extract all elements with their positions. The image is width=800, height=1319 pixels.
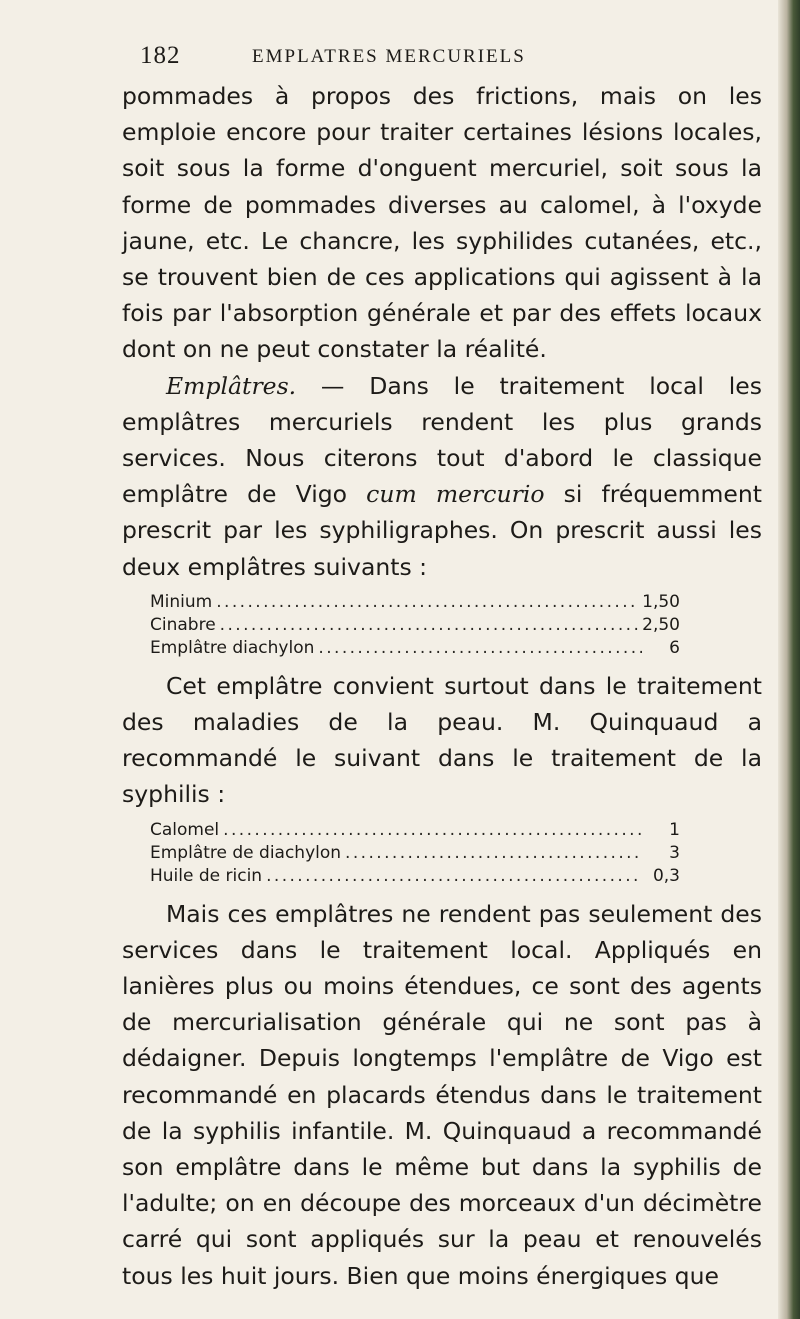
formula-row (150, 842, 680, 865)
ingredient-name: Calomel (150, 819, 220, 840)
formula-row (150, 614, 680, 637)
leader-dots (266, 865, 642, 888)
paragraph-emplatres-text-1: — Dans le traitement local les emplâtres mercuriels rendent les plus grands services. Nous citerons tout d'abord le classique emplâtre de Vigo (122, 371, 762, 509)
leader-dots (223, 819, 642, 842)
leader-dots (216, 591, 638, 614)
paragraph-emplatres (122, 368, 762, 585)
ingredient-name: Cinabre (150, 614, 216, 635)
page-body (122, 78, 762, 1294)
leader-dots (220, 614, 638, 637)
paragraph-quinquaud: Cet emplâtre convient surtout dans le traitement des maladies de la peau. M. Quinquaud a recommandé le suivant dans le traitement de la syphilis : (122, 671, 762, 809)
formula-first-plaster (150, 585, 680, 668)
page-number: 182 (140, 42, 181, 69)
ingredient-quantity: 3 (669, 842, 680, 863)
ingredient-name: Huile de ricin (150, 865, 263, 886)
formula-row (150, 637, 680, 660)
running-title: EMPLATRES MERCURIELS (252, 46, 526, 67)
paragraph-mercurialisation: Mais ces emplâtres ne rendent pas seulement des services dans le traitement local. Appliqués en lanières plus ou moins étendues, ce sont des agents de mercurialisation générale qui ne sont pas à dédaigner. Depuis longtemps l'emplâtre de Vigo est recommandé en placards étendus dans le traitement de la syphilis infantile. M. Quinquaud a recommandé son emplâtre dans le même but dans la syphilis de l'adulte; on en découpe des morceaux d'un décimètre carré qui sont appliqués sur la peau et renouvelés tous les huit jours. Bien que moins énergiques que (122, 899, 762, 1290)
formula-quinquaud-plaster (150, 813, 680, 896)
section-lead-emplatres: Emplâtres. (166, 371, 297, 400)
ingredient-quantity: 6 (669, 637, 680, 658)
ingredient-quantity: 1 (669, 819, 680, 840)
latin-phrase: cum mercurio (366, 480, 545, 509)
formula-row (150, 591, 680, 614)
paragraph-emplatres-text-2: si fréquemment prescrit par les syphiligraphes. On prescrit aussi les deux emplâtres suivants : (122, 480, 762, 581)
ingredient-quantity: 1,50 (642, 591, 680, 612)
formula-row (150, 865, 680, 888)
page-edge-shadow (778, 0, 800, 1319)
ingredient-name: Emplâtre de diachylon (150, 842, 342, 863)
leader-dots (318, 637, 642, 660)
formula-row (150, 819, 680, 842)
ingredient-quantity: 0,3 (652, 865, 680, 886)
paragraph-pommades: pommades à propos des frictions, mais on les emploie encore pour traiter certaines lésions locales, soit sous la forme d'onguent mercuriel, soit sous la forme de pommades diverses au calomel, à l'oxyde jaune, etc. Le chancre, les syphilides cutanées, etc., se trouvent bien de ces applications qui agissent à la fois par l'absorption générale et par des effets locaux dont on ne peut constater la réalité. (122, 82, 762, 364)
ingredient-name: Emplâtre diachylon (150, 637, 315, 658)
leader-dots (345, 842, 642, 865)
ingredient-quantity: 2,50 (642, 614, 680, 635)
page-header (140, 42, 760, 76)
ingredient-name: Minium (150, 591, 213, 612)
